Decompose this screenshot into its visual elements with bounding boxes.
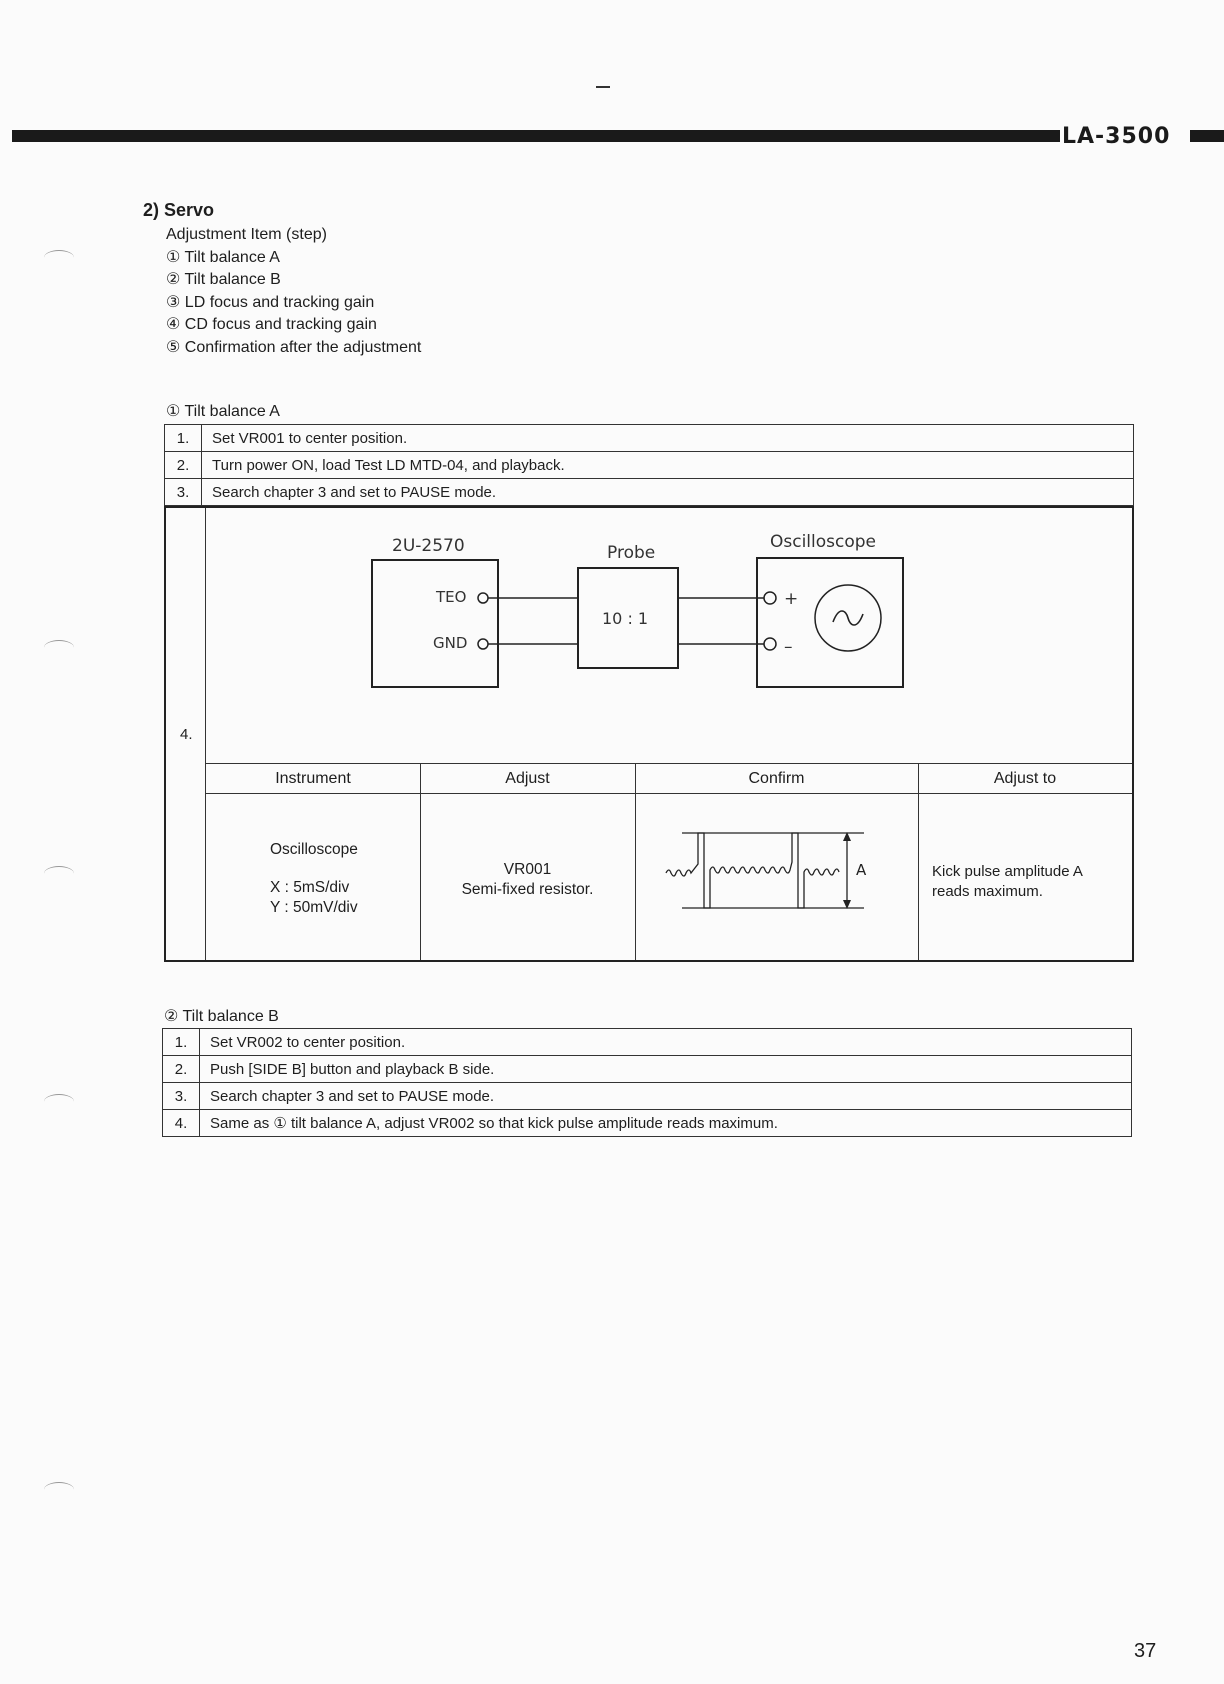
step-number: 2. [165, 452, 202, 479]
punch-hole [44, 250, 74, 265]
step-text: Same as ① tilt balance A, adjust VR002 so that kick pulse amplitude reads maximum. [200, 1110, 1132, 1137]
step-number: 2. [163, 1056, 200, 1083]
step-number: 1. [163, 1029, 200, 1056]
step-text: Turn power ON, load Test LD MTD-04, and playback. [202, 452, 1134, 479]
adjustment-item: ④ CD focus and tracking gain [166, 316, 377, 333]
amplitude-label: A [856, 861, 867, 879]
step-text: Set VR002 to center position. [200, 1029, 1132, 1056]
tilt-b-steps-table [162, 1028, 1132, 1137]
signal-trace [666, 833, 839, 908]
step-number: 3. [165, 479, 202, 506]
column-header-instrument: Instrument [275, 770, 351, 787]
step-number: 1. [165, 425, 202, 452]
step-text: Push [SIDE B] button and playback B side. [200, 1056, 1132, 1083]
step-number: 4. [180, 726, 193, 743]
plus-terminal [764, 592, 776, 604]
header-bar [12, 130, 1060, 142]
step-text: Set VR001 to center position. [202, 425, 1134, 452]
section-title: 2) Servo [143, 200, 215, 220]
instrument-y-setting: Y : 50mV/div [270, 899, 358, 916]
table-row [163, 1110, 1132, 1137]
adjustment-item: ③ LD focus and tracking gain [166, 293, 375, 311]
step-number: 3. [163, 1083, 200, 1110]
divider [206, 763, 1132, 764]
tilt-b-title: ② Tilt balance B [164, 1008, 279, 1025]
minus-sign: – [784, 637, 793, 657]
column-header-adjust: Adjust [505, 770, 550, 787]
instrument-x-setting: X : 5mS/div [270, 879, 350, 896]
adjust-to-line: Kick pulse amplitude A [932, 863, 1083, 880]
model-label: LA-3500 [1062, 124, 1171, 149]
divider [918, 763, 919, 960]
column-header-adjust-to: Adjust to [993, 770, 1057, 787]
adjust-part-type: Semi-fixed resistor. [461, 881, 594, 898]
adjustment-item: ② Tilt balance B [166, 271, 281, 288]
oscilloscope-label: Oscilloscope [770, 532, 877, 552]
adjust-cell [420, 860, 635, 900]
gnd-terminal [478, 639, 488, 649]
punch-hole [44, 1482, 74, 1497]
adjustment-item: ⑤ Confirmation after the adjustment [166, 338, 422, 356]
step-number: 4. [163, 1110, 200, 1137]
sine-wave-icon [833, 611, 863, 625]
minus-terminal [764, 638, 776, 650]
adjustment-item-list [166, 224, 421, 359]
teo-terminal-label: TEO [436, 588, 467, 606]
teo-terminal [478, 593, 488, 603]
plus-sign: + [784, 589, 799, 609]
connection-diagram [340, 530, 920, 700]
punch-hole [44, 1094, 74, 1109]
page-number: 37 [1134, 1640, 1157, 1662]
adjustment-subtitle: Adjustment Item (step) [166, 226, 327, 243]
adjust-to-line: reads maximum. [932, 883, 1043, 900]
column-header-confirm: Confirm [748, 770, 805, 787]
adjustment-item: ① Tilt balance A [166, 248, 280, 266]
step-text: Search chapter 3 and set to PAUSE mode. [202, 479, 1134, 506]
tilt-a-steps-table [164, 424, 1134, 506]
step-text: Search chapter 3 and set to PAUSE mode. [200, 1083, 1132, 1110]
adjust-part: VR001 [503, 861, 552, 878]
header-mark [596, 86, 610, 88]
table-row [165, 452, 1134, 479]
table-row [165, 479, 1134, 506]
punch-hole [44, 640, 74, 655]
gnd-terminal-label: GND [433, 634, 468, 652]
header-bar-end [1190, 130, 1224, 142]
punch-hole [44, 866, 74, 881]
divider [206, 793, 1132, 794]
probe-label: Probe [607, 543, 656, 563]
table-row [163, 1083, 1132, 1110]
board-box [372, 560, 498, 687]
table-row [163, 1056, 1132, 1083]
instrument-name: Oscilloscope [270, 841, 358, 858]
table-row [165, 425, 1134, 452]
kick-pulse-waveform [664, 830, 894, 920]
tilt-a-title: ① Tilt balance A [166, 403, 280, 420]
adjust-to-cell [932, 862, 1083, 902]
table-row [163, 1029, 1132, 1056]
probe-ratio: 10 : 1 [602, 609, 649, 628]
board-label: 2U-2570 [392, 536, 465, 556]
divider [635, 763, 636, 960]
instrument-cell [270, 840, 358, 918]
